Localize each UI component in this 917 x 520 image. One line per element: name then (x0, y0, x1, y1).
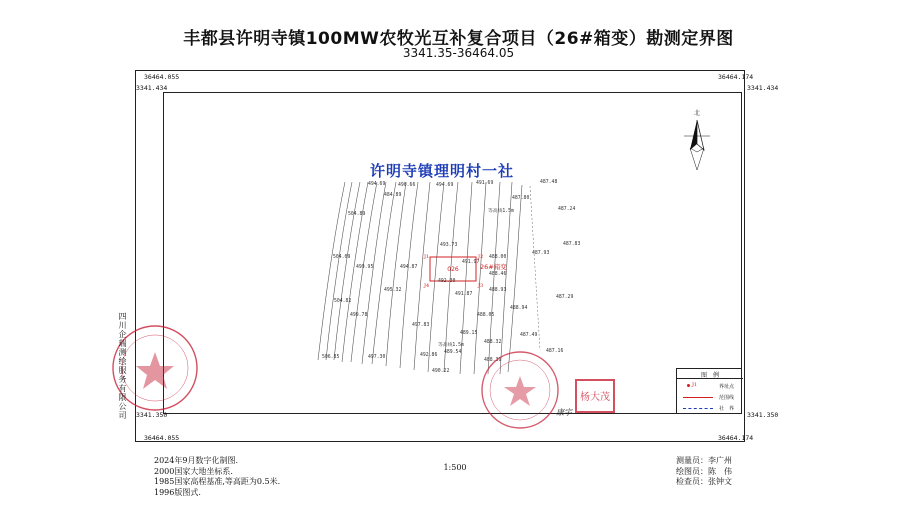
elev-label: 494.69 (436, 183, 454, 188)
legend-label: 界址点 (719, 384, 735, 390)
point-j2: J2 (478, 254, 484, 260)
north-arrow-icon (684, 120, 710, 170)
coord-right-bottom: 3341.350 (747, 411, 779, 419)
village-label: 许明寺镇理明村一社 (370, 162, 515, 180)
red-line-icon (683, 397, 713, 398)
legend-title: 图 例 (677, 370, 743, 379)
elev-label: 491.87 (455, 292, 473, 297)
legend-point-code: J1 (692, 382, 698, 388)
point-symbol-icon (687, 384, 690, 387)
elev-label: 487.29 (556, 295, 574, 300)
elev-label: 488.93 (489, 288, 507, 293)
map-scale: 1:500 (443, 463, 467, 472)
signer-text: 康宇 (556, 408, 572, 417)
footer-note: 1985国家高程基准,等高距为0.5米. (154, 477, 281, 486)
point-j1: J1 (424, 254, 430, 260)
elev-label: 491.97 (462, 260, 480, 265)
elev-label: 494.87 (400, 265, 418, 270)
elevation-ticks (530, 186, 540, 350)
elev-label: 499.78 (350, 313, 368, 318)
elev-label: 494.69 (368, 182, 386, 187)
elev-label: 484.89 (384, 193, 402, 198)
staff-surveyor: 测量员：李广州 (676, 456, 732, 465)
legend-label: 社 界 (719, 406, 735, 412)
coord-left-top: 3341.434 (136, 84, 168, 92)
elev-label: 491.69 (476, 181, 494, 186)
coord-bottom-right: 36464.174 (718, 434, 754, 442)
elev-label: 493.73 (440, 243, 458, 248)
coord-top-left: 36464.055 (144, 73, 180, 81)
map-title: 丰都县许明寺镇100MW农牧光互补复合项目（26#箱变）勘测定界图 (183, 29, 734, 49)
bureau-seal-icon (482, 352, 558, 428)
coord-bottom-left: 36464.055 (144, 434, 180, 442)
elev-label: 490.22 (432, 369, 450, 374)
elev-label: 488.32 (484, 340, 502, 345)
elev-label: 488.46 (489, 272, 507, 277)
contour-note: 等高线1.5m (488, 209, 514, 214)
coord-left-bottom: 3341.350 (136, 411, 168, 419)
elev-label: 506.85 (322, 355, 340, 360)
elev-label: 497.30 (368, 355, 386, 360)
legend-item-community (681, 404, 741, 413)
elev-label: 495.32 (384, 288, 402, 293)
footer-note: 2000国家大地坐标系. (154, 466, 233, 476)
footer-note: 1996版图式. (154, 487, 201, 497)
contour-note: 等高线1.5m (438, 343, 464, 348)
elev-label: 487.16 (546, 349, 564, 354)
coord-top-right: 36464.174 (718, 73, 754, 81)
elev-label: 499.95 (356, 265, 374, 270)
signature-text: 杨大茂 (580, 392, 610, 403)
staff-drafter: 绘图员：陈 伟 (676, 466, 732, 476)
elev-label: 504.82 (334, 299, 352, 304)
point-j4: J4 (424, 283, 430, 289)
legend (676, 368, 742, 414)
blue-dash-icon (683, 408, 713, 409)
elev-label: 487.83 (563, 242, 581, 247)
elev-label: 488.05 (477, 313, 495, 318)
elev-label: 504.09 (333, 255, 351, 260)
elev-label: 487.24 (558, 207, 576, 212)
parcel-id: 026 (447, 266, 459, 273)
legend-item-boundary (681, 393, 741, 402)
elev-label: 488.94 (510, 306, 528, 311)
elev-label: 487.80 (512, 196, 530, 201)
parcel-label: 26#箱变 (480, 263, 507, 271)
elev-label: 487.93 (532, 251, 550, 256)
elev-label: 504.89 (348, 212, 366, 217)
coord-right-top: 3341.434 (747, 84, 779, 92)
elev-label: 487.49 (520, 333, 538, 338)
elev-label: 490.66 (398, 183, 416, 188)
legend-item-point (681, 382, 741, 391)
elev-label: 487.48 (540, 180, 558, 185)
elev-label: 492.86 (420, 353, 438, 358)
elev-label: 492.30 (438, 279, 456, 284)
footer-notes (154, 456, 280, 498)
elev-label: 497.83 (412, 323, 430, 328)
elev-label: 488.39 (484, 358, 502, 363)
legend-label: 范围线 (719, 395, 735, 401)
staff-checker: 检查员：张钟文 (676, 477, 732, 486)
elev-label: 488.00 (489, 255, 507, 260)
footer-staff (676, 456, 732, 488)
elev-label: 489.15 (460, 331, 478, 336)
elev-label: 489.54 (444, 350, 462, 355)
north-label: 北 (694, 110, 701, 117)
point-j3: J3 (478, 283, 484, 289)
map-subtitle: 3341.35-36464.05 (402, 46, 515, 60)
footer-note: 2024年9月数字化制图. (154, 456, 238, 465)
company-name: 四川企瑞测绘服务有限公司 (118, 312, 127, 420)
